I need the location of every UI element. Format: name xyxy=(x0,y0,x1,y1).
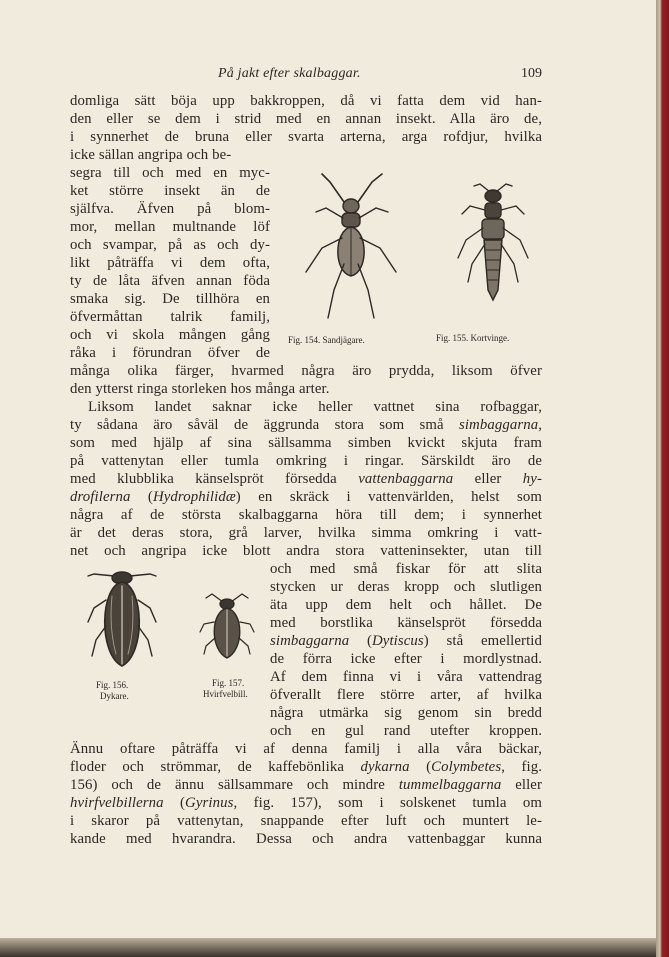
text-line: äta upp dem helt och hållet. De xyxy=(270,597,542,613)
text-line: är det deras stora, grå larver, hvilka simma omkring i vatt- xyxy=(70,525,542,541)
text-line: öfvermåttan talrik familj, xyxy=(70,309,270,325)
text-line: och med små fiskar för att slita xyxy=(270,561,542,577)
italic-term: Gyrinus xyxy=(185,795,234,811)
text-line: Liksom landet saknar icke heller vattnet sina rofbaggar, xyxy=(88,399,542,415)
text-line: mor, mellan multnande löf xyxy=(70,219,270,235)
running-title: På jakt efter skalbaggar. xyxy=(218,66,361,81)
kortvinge-beetle-illustration xyxy=(450,178,536,306)
text-line: floder och strömmar, de kaffebönlika dykarna (Colymbetes, fig. xyxy=(70,759,543,775)
running-header xyxy=(70,66,542,84)
text-line: domliga sätt böja upp bakkroppen, då vi fatta dem vid han- xyxy=(70,93,542,109)
hvirfvelbill-beetle-illustration xyxy=(198,592,256,664)
text-line: och en gul rand utefter kroppen. xyxy=(270,723,542,739)
text-line: simbaggarna (Dytiscus) stå emellertid xyxy=(270,633,542,649)
text-line: på vattenytan eller tumla omkring i ringar. Särskildt äro de xyxy=(70,453,542,469)
dykare-beetle-illustration xyxy=(84,566,162,670)
text-line: kande med hvarandra. Dessa och andra vattenbaggar kunna xyxy=(70,831,542,847)
book-spine-edge xyxy=(656,0,669,957)
italic-term: simbaggarna xyxy=(458,417,539,433)
text-line: ty sådana äro såväl de äggrunda stora som små simbaggarna, xyxy=(70,417,542,433)
text-line: drofilerna (Hydrophilidæ) en skräck i vattenvärlden, helst som xyxy=(70,489,543,505)
fig-157-number: Fig. 157. xyxy=(212,678,245,688)
text-line: och vi skola mången gång xyxy=(70,327,270,343)
italic-term: Dytiscus xyxy=(371,633,424,649)
italic-term: tummelbaggarna xyxy=(398,777,502,793)
fig-155-caption: Fig. 155. Kortvinge. xyxy=(436,333,510,343)
italic-term: drofilerna xyxy=(70,489,131,505)
italic-term: Hydrophilidæ xyxy=(152,489,236,505)
italic-term: Colymbetes xyxy=(431,759,502,775)
fig-156-number: Fig. 156. xyxy=(96,680,129,690)
text-line: några utmärka sig genom sin bredd xyxy=(270,705,542,721)
page-number: 109 xyxy=(521,66,542,81)
text-line: ket större insekt än de xyxy=(70,183,270,199)
italic-term: dykarna xyxy=(360,759,410,775)
text-line: många olika färger, hvarmed några äro prydda, liksom öfver xyxy=(70,363,542,379)
text-line: de förra icke efter i mordlystnad. xyxy=(270,651,542,667)
fig-156-name: Dykare. xyxy=(100,691,129,701)
text-line: råka i förundran öfver de xyxy=(70,345,270,361)
text-line: stycken ur deras kropp och slutligen xyxy=(270,579,542,595)
text-line: i synnerhet de bruna eller svarta arterna, arga rofdjur, hvilka xyxy=(70,129,542,145)
text-line: ty de låta äfven annan föda xyxy=(70,273,270,289)
text-line: segra till och med en myc- xyxy=(70,165,270,181)
sandjagare-beetle-illustration xyxy=(300,168,410,328)
fig-157-name: Hvirfvelbill. xyxy=(203,689,248,699)
text-line: några af de största skalbaggarna höra till dem; i synnerhet xyxy=(70,507,542,523)
text-line: icke sällan angripa och be- xyxy=(70,147,232,163)
text-line: hvirfvelbillerna (Gyrinus, fig. 157), som i solskenet tumla om xyxy=(70,795,542,811)
text-line: med klubblika känselspröt försedda vattenbaggarna eller hy- xyxy=(70,471,542,487)
italic-term: vattenbaggarna xyxy=(358,471,454,487)
text-line: likt påträffa vi dem ofta, xyxy=(70,255,270,271)
text-line: 156) och de ännu sällsammare och mindre tummelbaggarna eller xyxy=(70,777,542,793)
italic-term: hy- xyxy=(522,471,542,487)
text-line: i skaror på vattenytan, snappande efter luft och muntert le- xyxy=(70,813,542,829)
page-bottom-edge xyxy=(0,938,656,957)
text-line: själfva. Äfven på blom- xyxy=(70,201,270,217)
text-line: Ännu oftare påträffa vi af denna familj i alla våra bäckar, xyxy=(70,741,542,757)
fig-154-caption: Fig. 154. Sandjägare. xyxy=(288,335,365,345)
text-line: Af dem finna vi i våra vattendrag xyxy=(270,669,542,685)
italic-term: hvirfvelbillerna xyxy=(70,795,164,811)
text-line: som med hjälp af sina sällsamma simben kvickt skjuta fram xyxy=(70,435,542,451)
text-line: och svampar, på as och dy- xyxy=(70,237,270,253)
text-line: net och angripa icke blott andra stora vatteninsekter, utan till xyxy=(70,543,542,559)
italic-term: simbaggarna xyxy=(270,633,350,649)
text-line: den eller se dem i strid med en annan insekt. Alla äro de, xyxy=(70,111,542,127)
text-line: smaka sig. De tillhöra en xyxy=(70,291,270,307)
text-line: med borstlika känselspröt försedda xyxy=(270,615,542,631)
text-line: öfverallt flere större arter, af hvilka xyxy=(270,687,542,703)
text-line: den ytterst ringa storleken hos många arter. xyxy=(70,381,330,397)
